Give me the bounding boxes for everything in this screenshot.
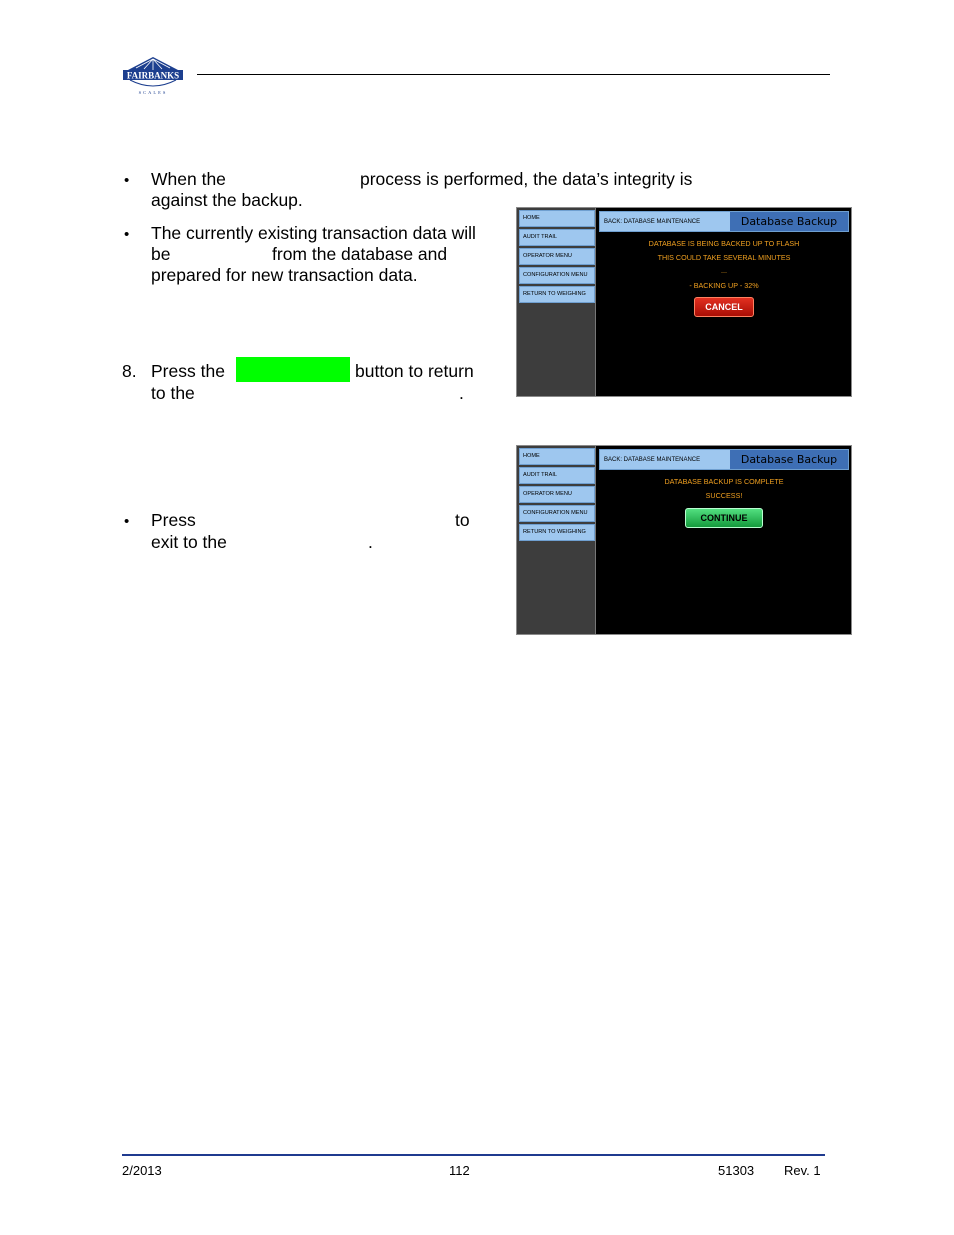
bullet2-text-c: from the database and [272,244,448,264]
bullet3-text-d: . [368,532,373,552]
sidebar [517,208,596,396]
cancel-button[interactable]: CANCEL [694,297,754,317]
footer-revision: Rev. 1 [784,1163,821,1178]
bullet2-text-a: The currently existing transaction data will [151,223,476,243]
header-rule [197,74,830,75]
bullet3-text-a: Press [151,510,196,530]
step8-text-d: . [459,383,464,403]
screen-title: Database Backup [730,450,848,469]
footer-doc-number: 51303 [718,1163,755,1178]
bullet2-text-b: be [151,244,171,264]
footer-rule [122,1154,825,1156]
step8-text-a: Press the [151,361,225,381]
bullet2-text-d: prepared for new transaction data. [151,265,418,285]
progress-text: - BACKING UP - 32% [689,281,759,290]
screen-title: Database Backup [730,212,848,231]
step8-text-c: to the [151,383,195,403]
screenshot-backup-complete [516,445,852,635]
success-text: SUCCESS! [705,491,743,500]
bullet1-text-b: process is performed, the data’s integrity is [360,169,693,189]
bullet1-text-c: against the backup. [151,190,303,210]
breadcrumb-bar [599,211,849,232]
sidebar-item-operator-menu[interactable]: OPERATOR MENU [519,486,595,503]
bullet-icon: • [124,226,130,243]
breadcrumb-bar [599,449,849,470]
sidebar [517,446,596,634]
sidebar-item-audit-trail[interactable]: AUDIT TRAIL [519,229,595,246]
sidebar-item-configuration-menu[interactable]: CONFIGURATION MENU [519,267,595,284]
screenshot-backup-progress [516,207,852,397]
continue-button[interactable]: CONTINUE [685,508,763,528]
step8-number: 8. [122,361,137,381]
bullet1-text-a: When the [151,169,226,189]
bullet-icon: • [124,513,130,530]
status-line-1: DATABASE IS BEING BACKED UP TO FLASH [648,239,800,248]
status-line-1: DATABASE BACKUP IS COMPLETE [664,477,784,486]
svg-text:SCALES: SCALES [138,90,168,95]
sidebar-item-home[interactable]: HOME [519,210,595,227]
footer-page-number: 112 [449,1163,470,1178]
back-breadcrumb[interactable]: BACK: DATABASE MAINTENANCE [604,219,701,225]
step8-text-b: button to return [355,361,474,381]
back-breadcrumb[interactable]: BACK: DATABASE MAINTENANCE [604,457,701,463]
status-line-3: ... [721,266,727,275]
sidebar-item-operator-menu[interactable]: OPERATOR MENU [519,248,595,265]
bullet3-text-c: exit to the [151,532,227,552]
footer-date: 2/2013 [122,1163,162,1178]
sidebar-item-home[interactable]: HOME [519,448,595,465]
sidebar-item-audit-trail[interactable]: AUDIT TRAIL [519,467,595,484]
bullet-icon: • [124,172,130,189]
continue-button-highlight [236,357,350,382]
status-line-2: THIS COULD TAKE SEVERAL MINUTES [657,253,791,262]
sidebar-item-return-to-weighing[interactable]: RETURN TO WEIGHING [519,524,595,541]
bullet3-text-b: to [455,510,470,530]
svg-text:FAIRBANKS: FAIRBANKS [126,70,180,81]
sidebar-item-return-to-weighing[interactable]: RETURN TO WEIGHING [519,286,595,303]
fairbanks-logo-icon [122,54,184,98]
sidebar-item-configuration-menu[interactable]: CONFIGURATION MENU [519,505,595,522]
